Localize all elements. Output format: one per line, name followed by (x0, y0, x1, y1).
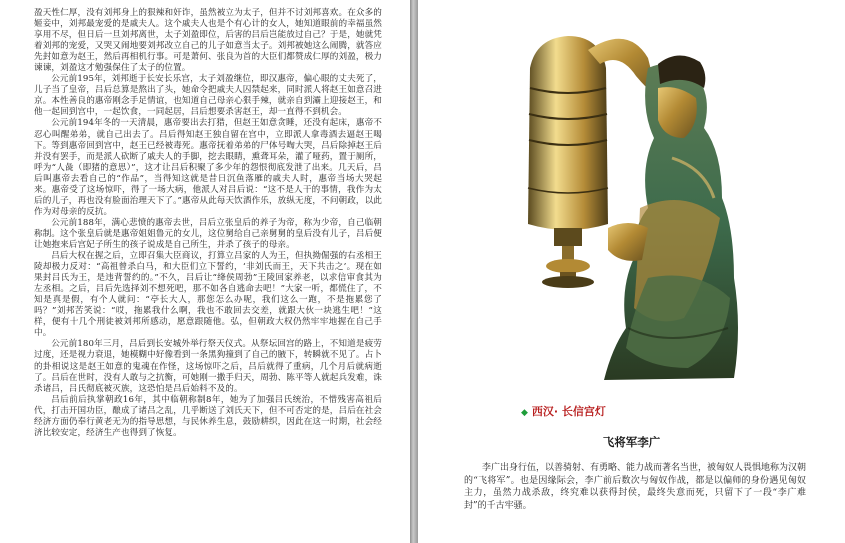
paragraph: 公元前188年，满心悲愤的惠帝去世，吕后立张皇后的养子为帝，称为少帝，自己临朝称制。这个张皇后就是惠帝姐姐鲁元的女儿，这位舅给自己亲舅舅的皇后没有儿子，吕后便让她抱来后宫妃子所生的孩子说成是自己所生，并杀了孩子的母亲。 (34, 217, 382, 250)
book-gutter (410, 0, 418, 543)
bronze-lamp-illustration (508, 28, 754, 388)
paragraph: 盈天性仁厚，没有刘邦身上的狠辣和奸诈，虽然被立为太子，但并不讨刘邦喜欢。在众多的姬妾中，刘邦最宠爱的是戚夫人。这个戚夫人也是个有心计的女人，她知道眼前的幸福虽然享用不尽，但日后一旦刘邦离世，太子刘盈即位，后害的吕后岂能放过自己？于是，她就凭着刘邦的宠爱，又哭又闹地要刘邦改立自己的儿子如意当太子。刘邦被她这么闹腾，就答应先封如意为赵王，然后再相机行事。可是萧何、张良为首的大臣们都赞成仁厚的刘盈，极力谏谏，刘盈这才勉强保住了太子的位置。 (34, 8, 382, 74)
left-page-text (34, 8, 382, 439)
diamond-bullet-icon: ◆ (521, 408, 528, 418)
figure-caption (521, 403, 606, 419)
paragraph: 吕后大权在握之后，立即召集大臣商议，打算立吕家的人为王，但执拗倔强的右丞相王陵却极力反对：“高祖曾杀白马，和大臣们立下誓约，‘非刘氏而王，天下共击之’。现在如果封吕氏为王，是违背誓约的。”不久，吕后让“绛侯周勃”王陵回家养老，以求信审食其为左丞相。之后，吕后先选择刘不想死吧，那不如各自逃命去吧！”大家一听，都慌住了，不知是真是假，有个人就问：“亭长大人，那您怎么办呢，我们这么一跑，不是拖累您了吗？”刘邦苦笑说：“哎，拖累我什么啊，我也不敢回去交差，就跟大伙一块逃生吧！”这样，便有十几个刑徒被刘邦所感动，愿意跟随他。弘，但朝政大权仍然牢牢地握在自己手中。 (34, 251, 382, 339)
caption-label: 西汉· 长信宫灯 (531, 405, 606, 418)
paragraph: 公元前180年三月，吕后到长安城外举行祭天仪式。从祭坛回宫的路上，不知道是疲劳过度，还是视力衰退，她模糊中好像看到一条黑狗撞到了自己的腋下，转瞬就不见了。占卜的卦相说这是赵王如意的鬼魂在作怪，这场惊吓之后，吕后就得了重病，几个月后就病逝了。吕后在世时，没有人敢与之抗衡，可她刚一撒手归天，周勃、陈平等人就起兵发难，诛杀诸吕，吕氏彻底被灭族，这恐怕是吕后始料不及的。 (34, 339, 382, 394)
paragraph: 吕后前后执掌朝政16年，其中临朝称制8年，她为了加强吕氏统治，不惜残害高祖后代，打击开国功臣，酿成了诸吕之乱，几乎断送了刘氏天下，但不可否定的是，吕后在社会经济方面仍奉行黄老无为的指导思想，与民休养生息，鼓励耕织，因此在这一时期，社会经济比较安定，经济生产也得到了恢复。 (34, 394, 382, 438)
paragraph: 公元前194年冬的一天清晨，惠帝要出去打猎，但赵王如意贪睡，还没有起床，惠帝不忍心叫醒弟弟，就自己出去了。吕后得知赵王独自留在宫中，立即派人拿毒酒去逼赵王喝下。等到惠帝回到宫中，赵王已经被毒死。惠帝抚着弟弟的尸体号啕大哭，吕后除掉赵王后并没有罢手，而是派人砍断了戚夫人的手脚，挖去眼睛，熏聋耳朵，灌了哑药，置于厕所，呼为“人彘（即猪的意思）”，这才让吕后积聚了多少年的怨恨彻底发泄了出来。几天后，吕后叫惠帝去看自己的“作品”，当得知这就是昔日沉鱼落雁的戚夫人时，惠帝当场大哭起来。惠帝受了这场惊吓，得了一场大病，他派人对吕后说：“这不是人干的事情，我作为太后的儿子，再也没有脸面治理天下了。”惠帝从此每天饮酒作乐，放纵无度，不问朝政，以此作为对母亲的反抗。 (34, 118, 382, 217)
right-page (418, 0, 845, 543)
paragraph: 李广出身行伍，以善骑射、有勇略、能力战而著名当世，被匈奴人畏惧地称为汉朝的“飞将军”。也是因缘际会，李广前后数次与匈奴作战，都是以偏师的身份遇见匈奴主力，虽然力战杀敌，终究难以获得封侯，最终失意而死，只留下了一段“李广难封”的千古牢骚。 (464, 463, 807, 511)
section-title: 飞将军李广 (602, 435, 661, 449)
left-page (0, 0, 410, 543)
right-page-text (464, 462, 806, 512)
bronze-lamp-figure (508, 28, 754, 388)
paragraph: 公元前195年，刘邦逝于长安长乐宫，太子刘盈继位，即汉惠帝，偏心眼的丈夫死了，儿子当了皇帝，吕后总算是熬出了头，她命令把戚夫人囚禁起来，同时派人将赵王如意召进京。本性善良的惠帝刚念手足情谊，也知道自己母亲心狠手辣，就亲自到灞上迎接赵王，和他一起回到宫中，一起饮食，一同起居，吕后想要杀害赵王，却一直得不到机会。 (34, 74, 382, 118)
